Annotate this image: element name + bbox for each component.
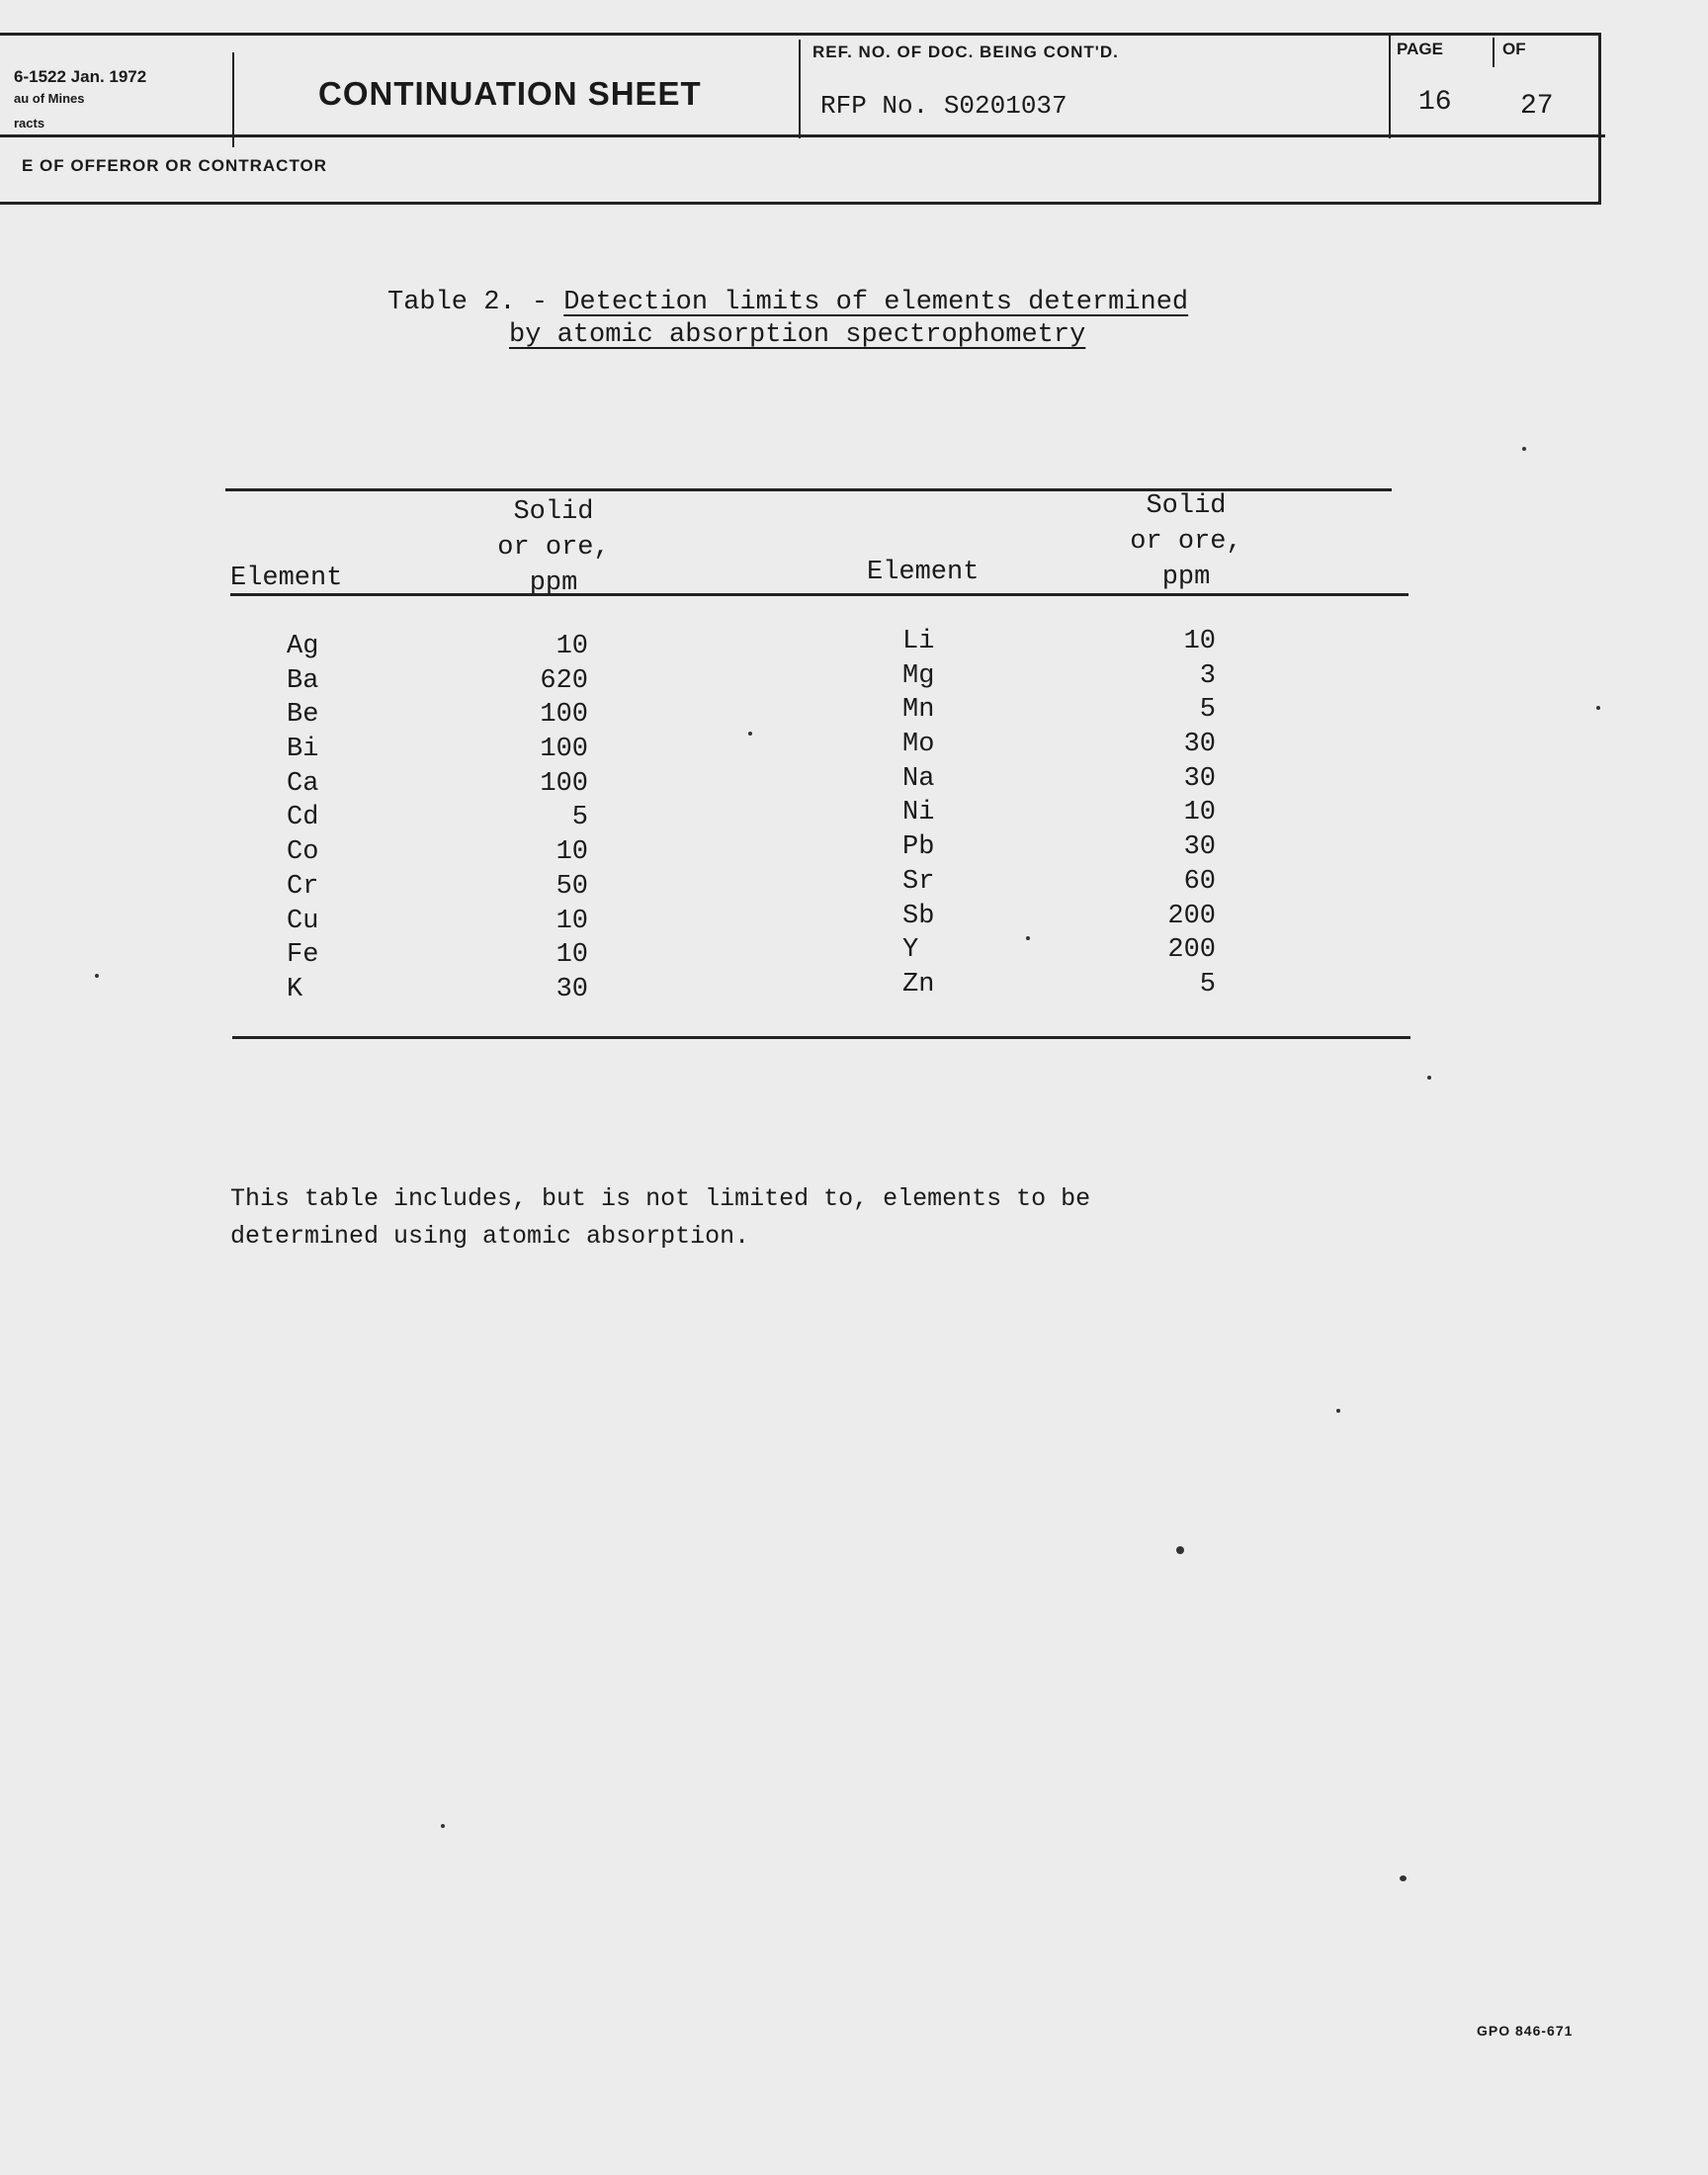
table-cell-value: 100 <box>540 700 588 731</box>
table-cell-value: 30 <box>555 974 588 1004</box>
table-cell-element: Li <box>902 627 935 656</box>
table-cell-value: 30 <box>1183 832 1216 863</box>
header-divider <box>1389 36 1391 138</box>
column-header-line: ppm <box>1161 563 1211 592</box>
table-cell-element: Zn <box>902 969 935 1000</box>
table-cell-element: Mo <box>902 730 935 760</box>
scan-speck <box>1026 936 1030 940</box>
column-header-value-left <box>474 494 633 601</box>
table-cell-element: Pb <box>902 832 935 863</box>
table-cell-element: Mg <box>902 660 935 691</box>
form-code: 6-1522 Jan. 1972 <box>14 67 147 86</box>
scan-speck <box>748 732 752 736</box>
table-cell-element: Cr <box>287 871 319 902</box>
table-cell-element: Y <box>902 935 919 966</box>
section-label: racts <box>14 116 45 130</box>
table-cell-element: Sb <box>902 901 935 931</box>
table-cell-value: 30 <box>1183 730 1216 760</box>
table-cell-element: Ag <box>287 632 319 661</box>
offeror-label: E OF OFFEROR OR CONTRACTOR <box>22 156 328 175</box>
scan-speck <box>1400 1875 1407 1881</box>
table-note <box>230 1180 1318 1256</box>
table-cell-element: Sr <box>902 866 935 897</box>
table-cell-value: 5 <box>1199 969 1216 1000</box>
table-cell-element: Cd <box>287 803 319 833</box>
table-cell-value: 10 <box>555 837 588 868</box>
header-divider <box>1493 38 1494 67</box>
column-header-value-right <box>1107 488 1265 595</box>
column-header-line: Solid <box>513 497 594 527</box>
scan-speck <box>1336 1409 1340 1413</box>
table-cell-value: 50 <box>555 871 588 902</box>
header-divider <box>232 52 234 147</box>
gpo-code: GPO 846-671 <box>1477 2023 1574 2039</box>
table-cell-value: 620 <box>540 665 588 696</box>
table-cell-value: 10 <box>555 632 588 661</box>
note-line: This table includes, but is not limited to, elements to be <box>230 1184 1091 1213</box>
table-cell-element: Fe <box>287 940 319 971</box>
column-header-element-left: Element <box>230 564 343 593</box>
table-cell-value: 200 <box>1167 901 1216 931</box>
table-cell-element: Be <box>287 700 319 731</box>
scan-speck <box>1176 1546 1184 1554</box>
table-cell-value: 10 <box>1183 798 1216 828</box>
table-cell-value: 10 <box>555 940 588 971</box>
column-header-line: ppm <box>529 568 578 598</box>
table-cell-element: Ni <box>902 798 935 828</box>
table-title-line2: by atomic absorption spectrophometry <box>509 320 1086 350</box>
header-divider <box>799 40 801 138</box>
table-cell-value: 10 <box>1183 627 1216 656</box>
page-number: 16 <box>1418 87 1452 118</box>
ref-label: REF. NO. OF DOC. BEING CONT'D. <box>812 43 1119 61</box>
table-cell-element: Bi <box>287 735 319 765</box>
table-cell-element: Cu <box>287 906 319 936</box>
table-cell-value: 200 <box>1167 935 1216 966</box>
table-title <box>387 285 1188 320</box>
table-cell-value: 60 <box>1183 866 1216 897</box>
table-cell-value: 100 <box>540 768 588 799</box>
header-divider <box>0 134 1605 137</box>
page-total: 27 <box>1520 91 1554 122</box>
table-cell-element: Mn <box>902 695 935 726</box>
table-title-line1: Detection limits of elements determined <box>563 288 1189 317</box>
table-cell-value: 10 <box>555 906 588 936</box>
column-header-line: or ore, <box>497 533 610 563</box>
page-label: PAGE <box>1397 40 1443 58</box>
table-cell-value: 30 <box>1183 763 1216 794</box>
sheet-title: CONTINUATION SHEET <box>318 75 702 112</box>
table-cell-value: 5 <box>1199 695 1216 726</box>
of-label: OF <box>1502 40 1526 58</box>
scan-speck <box>1596 706 1600 710</box>
table-cell-element: Ca <box>287 768 319 799</box>
note-line: determined using atomic absorption. <box>230 1222 750 1251</box>
table-cell-element: Ba <box>287 665 319 696</box>
department-label: au of Mines <box>14 91 85 106</box>
scan-speck <box>1522 447 1526 451</box>
header-form-box <box>0 33 1601 205</box>
table-title-prefix: Table 2. - <box>387 288 564 317</box>
column-header-element-right: Element <box>867 558 980 587</box>
right-element-column <box>902 625 934 1002</box>
ref-value: RFP No. S0201037 <box>820 91 1068 121</box>
left-value-column <box>474 630 588 1007</box>
column-header-line: or ore, <box>1130 527 1242 557</box>
left-element-column <box>287 630 318 1007</box>
column-header-line: Solid <box>1146 491 1227 521</box>
scan-speck <box>95 974 99 978</box>
right-value-column <box>1102 625 1216 1002</box>
scan-speck <box>441 1824 445 1828</box>
table-cell-value: 5 <box>571 803 588 833</box>
table-cell-value: 100 <box>540 735 588 765</box>
table-cell-value: 3 <box>1199 660 1216 691</box>
table-bottom-rule <box>232 1036 1410 1039</box>
scan-speck <box>1427 1076 1431 1080</box>
table-cell-element: K <box>287 974 303 1004</box>
table-cell-element: Na <box>902 763 935 794</box>
table-cell-element: Co <box>287 837 319 868</box>
